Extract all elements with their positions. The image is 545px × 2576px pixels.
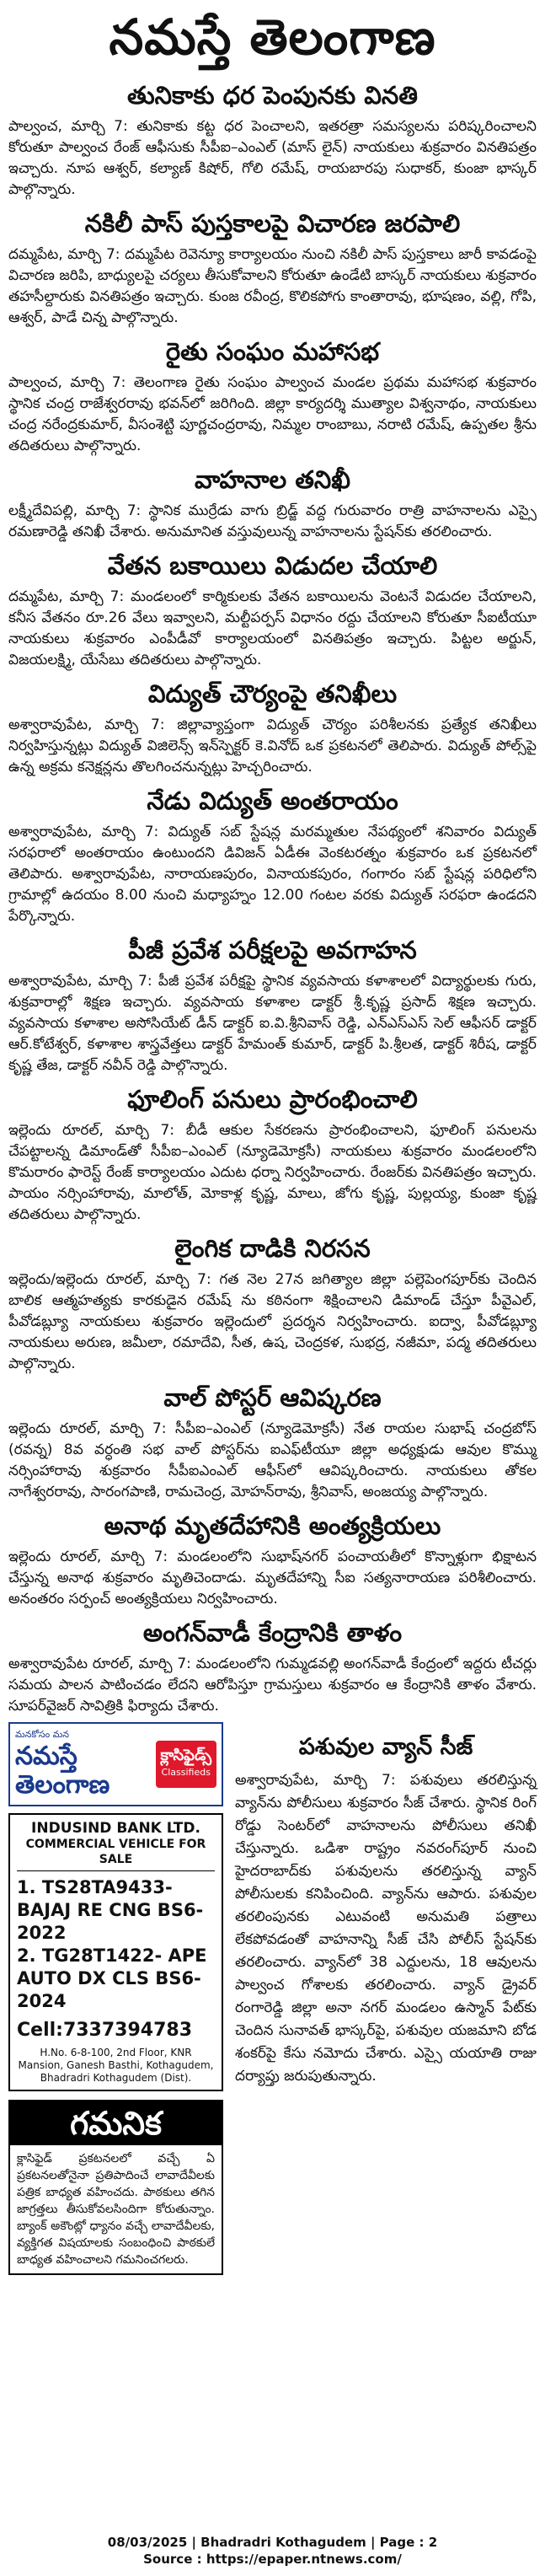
classifieds-badge-label: క్లాసిఫైడ్స్ xyxy=(160,1747,211,1764)
article-body: లక్ష్మీదేవిపల్లి, మార్చి 7: స్థానిక ముర్రేడు వాగు బ్రిడ్జ్ వద్ద గురువారం రాత్రి వాహనాలను ఎస్సై రమణారెడ్డి తనిఖీ చేశారు. అనుమానిత వస్తువులున్న వాహనాలను స్టేషన్‌కు తరలించారు. xyxy=(8,502,537,540)
article-list xyxy=(8,78,537,1717)
article-headline: లైంగిక దాడికి నిరసన xyxy=(174,1234,371,1263)
classifieds-column xyxy=(8,1722,223,2275)
side-article-headline: పశువుల వ్యాన్ సీజ్ xyxy=(298,1734,473,1760)
news-article xyxy=(8,78,537,201)
news-article xyxy=(8,1615,537,1717)
ad-title: INDUSIND BANK LTD. xyxy=(31,1820,200,1837)
classifieds-brand-small: మనకోసం మన xyxy=(15,1729,70,1740)
news-article xyxy=(8,783,537,927)
article-headline: రైతు సంఘం మహాసభ xyxy=(165,337,380,366)
news-article xyxy=(8,548,537,671)
article-headline: ఫూలింగ్ పనులు ప్రారంభించాలి xyxy=(127,1085,418,1114)
side-article-body: అశ్వారావుపేట, మార్చి 7: పశువులు తరలిస్తున్న వ్యాన్‌ను పోలీసులు శుక్రవారం సీజ్ చేశారు. స్థానిక రింగ్ రోడ్డు సెంటర్‌లో వాహనాలను పోలీసులు తనిఖీ చేస్తున్నారు. ఒడిశా రాష్ట్రం నవరంగ్‌పూర్ నుంచి హైదరాబాద్‌కు పశువులను తరలిస్తున్న వ్యాన్ పోలీసులకు కనిపించింది. వ్యాన్‌ను ఆపారు. పశువుల తరలింపునకు ఎటువంటి అనుమతి పత్రాలు లేకపోవడంతో వాహనాన్ని సీజ్ చేసి పోలీస్ స్టేషన్‌కు తరలించారు. వ్యాన్‌లో 38 ఎద్దులను, 18 ఆవులను పాల్వంచ గోశాలకు తరలించారు. వ్యాన్ డ్రైవర్ రంగారెడ్డి జిల్లా అనా నగర్ మండలం ఉస్మాన్ పేట్‌కు చెందిన సునావత్ భాస్కర్‌పై, పశువుల యజమాని బోడ శంకర్‌పై కేసు నమోదు చేశారు. ఎస్సై యయాతి రాజు దర్యాప్తు జరుపుతున్నారు. xyxy=(235,1772,537,2085)
classifieds-banner xyxy=(8,1722,223,1806)
news-article xyxy=(8,932,537,1076)
article-body: ఇల్లెందు రూరల్, మార్చి 7: సీపీఐ–ఎంఎల్ (న్యూడెమోక్రసీ) నేత రాయల సుభాష్ చంద్రబోస్ (రవన్న) 8వ వర్ధంతి సభ వాల్ పోస్టర్‌ను ఐఎఫ్‌టీయూ జిల్లా అధ్యక్షుడు ఆవుల కొమ్ము నర్సింహారావు శుక్రవారం సీపీఐఎంఎల్ ఆఫీస్‌లో ఆవిష్కరించారు. నాయకులు తోకల నాగేశ్వరరావు, సారంగపాణి, రామచెంద్ర, మోహన్‌రావు, శ్రీనివాస్, అంజయ్య పాల్గొన్నారు. xyxy=(8,1420,537,1500)
news-article xyxy=(8,1081,537,1226)
article-body: ఇల్లెందు రూరల్, మార్చి 7: బీడీ ఆకుల సేకరణను ప్రారంభించాలని, ఫూలింగ్ పనులను చేపట్టాలన్న డిమాండ్‌తో సీపీఐ–ఎంఎల్ (న్యూడెమోక్రసీ) నాయకులు శుక్రవారం మండలంలోని కొమరారం ఫారెస్ట్ రేంజ్ కార్యాలయం ఎదుట ధర్నా నిర్వహించారు. రేంజర్‌కు వినతిపత్రం ఇచ్చారు. పాయం నర్సింహారావు, మాలోత్, మోకాళ్ల కృష్ణ, మాలు, జోగు కృష్ణ, పుల్లయ్య, కుంజా కృష్ణ తదితరులు పాల్గొన్నారు. xyxy=(8,1122,537,1223)
ad-item: 1. TS28TA9433- BAJAJ RE CNG BS6- 2022 xyxy=(17,1877,204,1943)
article-body: పాల్వంచ, మార్చి 7: తెలంగాణ రైతు సంఘం పాల్వంచ మండల ప్రథమ మహాసభ శుక్రవారం స్థానిక చంద్ర రాజేశ్వరరావు భవన్‌లో జరిగింది. జిల్లా కార్యదర్శి ముత్యాల విశ్వనాథం, నాయకులు చంద్ర నరేంద్రకుమార్, వీసంశెట్టి పూర్ణచంద్రరావు, నిమ్మల రాంబాబు, నరాటి రమేష్, ఉప్పతల శ్రీను తదితరులు పాల్గొన్నారు. xyxy=(8,374,537,454)
news-article xyxy=(8,462,537,543)
lower-section xyxy=(8,1722,537,2275)
news-article xyxy=(8,1508,537,1610)
article-body: అశ్వారావుపేట రూరల్, మార్చి 7: మండలంలోని గుమ్మడవల్లి అంగన్‌వాడీ కేంద్రంలో ఇద్దరు టీచర్లు సమయ పాలన పాటించడం లేదని ఆరోపిస్తూ గ్రామస్తులు శుక్రవారం ఆ కేంద్రానికి తాళం వేశారు. సూపర్‌వైజర్ సావిత్రికి ఫిర్యాదు చేశారు. xyxy=(8,1656,537,1715)
ad-subtitle: COMMERCIAL VEHICLE FOR SALE xyxy=(17,1837,215,1871)
article-body: ఇల్లెందు/ఇల్లెందు రూరల్, మార్చి 7: గత నెల 27న జగిత్యాల జిల్లా పల్లెపెంగపూర్‌కు చెందిన బాలిక ఆత్మహత్యకు కారకుడైన రమేష్ ను కఠినంగా శిక్షించాలని డిమాండ్ చేస్తూ పీవైఎల్, పీవోడబ్ల్యూ నాయకులు శుక్రవారం ఇల్లెందులో ప్రదర్శన నిర్వహించారు. ఐద్వా, పీవోడబ్ల్యూ నాయకులు అరుణ, జమీలా, రమాదేవి, సీత, ఉష, చెంద్రకళ, సుభద్ర, నజీమా, పద్మ తదితరులు పాల్గొన్నారు. xyxy=(8,1271,537,1372)
side-article xyxy=(235,1722,537,2275)
classifieds-brand: నమస్తే తెలంగాణ xyxy=(15,1741,110,1800)
classifieds-brand-block xyxy=(15,1729,151,1800)
article-headline: అనాథ మృతదేహానికి అంత్యక్రియలు xyxy=(104,1511,441,1540)
article-body: ఇల్లెందు రూరల్, మార్చి 7: మండలంలోని సుభాష్‌నగర్ పంచాయతీలో కొన్నాళ్లుగా భిక్షాటన చేస్తున్న అనాథ శుక్రవారం మృతిచెందాడు. మృతదేహాన్ని సీఐ సత్యనారాయణ పరిశీలించారు. అనంతరం సర్పంచ్ అంత్యక్రియలు నిర్వహించారు. xyxy=(8,1548,537,1607)
notice-box xyxy=(8,2100,223,2275)
ad-item: 2. TG28T1422- APE AUTO DX CLS BS6- 2024 xyxy=(17,1945,207,2011)
article-headline: విద్యుత్ చౌర్యంపై తనిఖీలు xyxy=(147,679,398,708)
article-headline: నకిలీ పాస్ పుస్తకాలపై విచారణ జరపాలి xyxy=(84,209,461,238)
footer-source: Source : https://epaper.ntnews.com/ xyxy=(143,2552,402,2567)
ad-address: H.No. 6-8-100, 2nd Floor, KNR Mansion, Ganesh Basthi, Kothagudem, Bhadradri Kothagudem (Dist). xyxy=(18,2047,214,2084)
article-headline: పీజీ ప్రవేశ పరీక్షలపై అవగాహన xyxy=(128,936,417,964)
classified-ad xyxy=(8,1813,223,2091)
classifieds-badge xyxy=(156,1741,217,1788)
page-footer xyxy=(0,2534,545,2568)
news-article xyxy=(8,206,537,329)
news-article xyxy=(8,334,537,457)
news-article xyxy=(8,676,537,778)
article-body: అశ్వారావుపేట, మార్చి 7: విద్యుత్ సబ్ స్టేషన్ల మరమ్మతుల నేపథ్యంలో శనివారం విద్యుత్ సరఫరాలో అంతరాయం ఉంటుందని డివిజన్ ఏడీఈ వెంకటరత్నం శుక్రవారం ఒక ప్రకటనలో తెలిపారు. అశ్వారావుపేట, నారాయణపురం, వినాయకపురం, గంగారం సబ్ స్టేషన్ల పరిధిలోని గ్రామాల్లో ఉదయం 8.00 నుంచి మధ్యాహ్నం 12.00 గంటల వరకు విద్యుత్ సరఫరా ఉండదని పేర్కొన్నారు. xyxy=(8,824,537,925)
article-headline: అంగన్‌వాడీ కేంద్రానికి తాళం xyxy=(142,1618,403,1647)
article-headline: వేతన బకాయిలు విడుదల చేయాలి xyxy=(107,551,438,580)
article-body: దమ్మపేట, మార్చి 7: మండలంలో కార్మికులకు వేతన బకాయిలను వెంటనే విడుదల చేయాలని, కనీస వేతనం రూ.26 వేలు ఇవ్వాలని, మల్టీపర్పస్ విధానం రద్దు చేయాలని కోరుతూ సీఐటీయూ నాయకులు శుక్రవారం ఎంపీడీవో కార్యాలయంలో వినతిపత్రం ఇచ్చారు. పిట్టల అర్జున్, విజయలక్ష్మి, యేసేబు తదితరులు పాల్గొన్నారు. xyxy=(8,588,537,668)
article-headline: నేడు విద్యుత్ అంతరాయం xyxy=(147,786,398,815)
news-article xyxy=(8,1231,537,1375)
ad-contact-number: Cell:7337394783 xyxy=(17,2020,193,2041)
masthead: నమస్తే తెలంగాణ xyxy=(109,8,436,66)
article-body: అశ్వారావుపేట, మార్చి 7: పీజీ ప్రవేశ పరీక్షపై స్థానిక వ్యవసాయ కళాశాలలో విద్యార్థులకు గురు, శుక్రవారాల్లో శిక్షణ ఇచ్చారు. వ్యవసాయ కళాశాల డాక్టర్ శ్రీ.కృష్ణ ప్రసాద్ శిక్షణ ఇచ్చారు. వ్యవసాయ కళాశాల అసోసియేట్ డీన్ డాక్టర్ ఐ.వి.శ్రీనివాస్ రెడ్డి, ఎన్ఎస్ఎస్ సెల్ ఆఫీసర్ డాక్టర్ ఆర్.కోటేశ్వర్, కళాశాల శాస్త్రవేత్తలు డాక్టర్ హేమంత్ కుమార్, డాక్టర్ పి.శ్రీలత, డాక్టర్ శిరీష, డాక్టర్ కృష్ణ తేజ, డాక్టర్ నవీన్ రెడ్డి పాల్గొన్నారు. xyxy=(8,973,537,1074)
article-headline: వాహనాల తనిఖీ xyxy=(195,465,350,494)
article-body: దమ్మపేట, మార్చి 7: దమ్మపేట రెవెన్యూ కార్యాలయం నుంచి నకిలీ పాస్ పుస్తకాలు జారీ కావడంపై విచారణ జరిపి, బాధ్యులపై చర్యలు తీసుకోవాలని కోరుతూ ఉండేటి బాస్కర్ నాయకులు శుక్రవారం తహసీల్దారుకు వినతిపత్రం ఇచ్చారు. కుంజ రవీంద్ర, కొలికపోగు కాంతారావు, భూషణం, వల్లి, గోపి, ఆశ్వర్, పాడే చిన్న పాల్గొన్నారు. xyxy=(8,246,537,326)
article-headline: వాల్ పోస్టర్ ఆవిష్కరణ xyxy=(163,1383,382,1412)
news-article xyxy=(8,1380,537,1503)
article-headline: తునికాకు ధర పెంపునకు వినతి xyxy=(127,81,418,110)
article-body: పాల్వంచ, మార్చి 7: తునికాకు కట్ట ధర పెంచాలని, ఇతరత్రా సమస్యలను పరిష్కరించాలని కోరుతూ పాల్వంచ రేంజ్ ఆఫీసుకు సీపీఐ–ఎంఎల్ (మాస్ లైన్) నాయకులు శుక్రవారం వినతిపత్రం ఇచ్చారు. నూప ఆశ్వర్, కల్యాణ్ కిషోర్, గోలి రమేష్, రాయబారపు సుధాకర్, కుంజా భాస్కర్ పాల్గొన్నారు. xyxy=(8,118,537,198)
classifieds-badge-en: Classifieds xyxy=(161,1767,211,1778)
footer-date-edition: 08/03/2025 | Bhadradri Kothagudem | Page : 2 xyxy=(107,2535,438,2550)
article-body: అశ్వారావుపేట, మార్చి 7: జిల్లావ్యాప్తంగా విద్యుత్ చౌర్యం పరిశీలనకు ప్రత్యేక తనిఖీలు నిర్వహిస్తున్నట్లు విద్యుత్ విజిలెన్స్ ఇన్‌స్పెక్టర్ కె.వినోద్ ఒక ప్రకటనలో తెలిపారు. విద్యుత్ పోల్స్‌పై ఉన్న అక్రమ కనెక్షన్లను తొలగించనున్నట్లు హెచ్చరించారు. xyxy=(8,716,537,775)
notice-body: క్లాసిఫైడ్ ప్రకటనలలో వచ్చే ఏ ప్రకటనలతోనైనా ప్రతిపాదించే లావాదేవీలకు పత్రిక బాధ్యత వహించదు. పాఠకులు తగిన జాగ్రత్తలు తీసుకోవలసిందిగా కోరుతున్నాం. బ్యాంక్ అకౌంట్లో ధ్యానం వచ్చే లావాదేవీలకు, వ్యక్తిగత విషయాలకు సంబంధించి పాఠకులే బాధ్యత వహించాలని గమనించగలరు. xyxy=(17,2152,215,2267)
notice-title: గమనిక xyxy=(10,2101,222,2145)
